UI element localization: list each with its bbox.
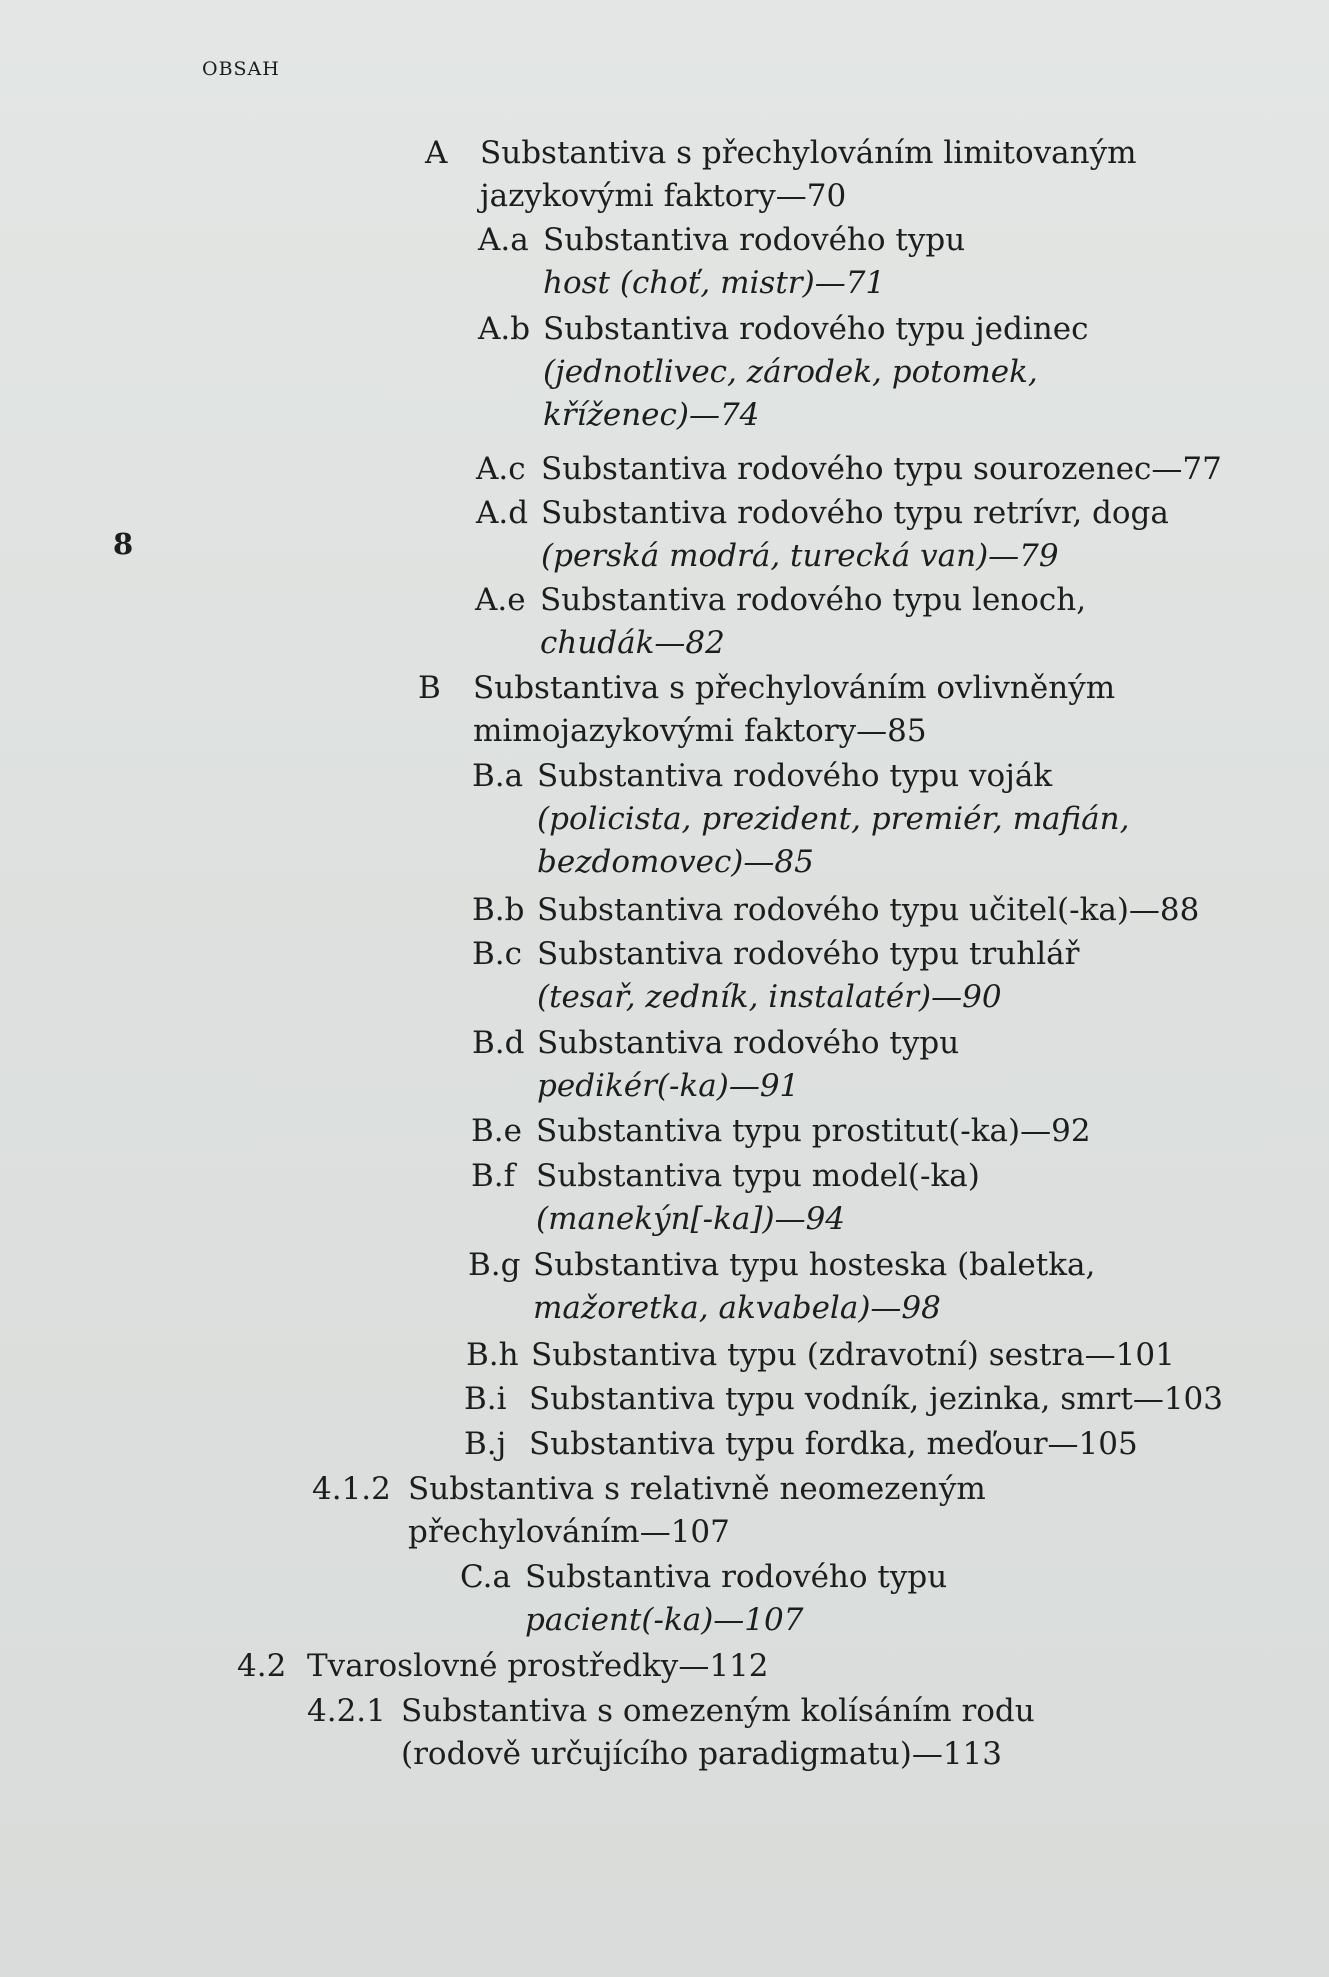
- toc-text: kříženec)—74: [543, 397, 760, 433]
- toc-text: Substantiva rodového typu: [525, 1559, 948, 1595]
- toc-text: host (choť, mistr)—71: [543, 265, 886, 301]
- toc-label: A.e: [475, 582, 526, 618]
- toc-text: Substantiva rodového typu sourozenec—77: [541, 451, 1222, 487]
- toc-text: Substantiva rodového typu učitel(-ka)—88: [537, 892, 1200, 928]
- page-number: 8: [113, 527, 134, 561]
- toc-text: Substantiva rodového typu truhlář: [537, 936, 1080, 972]
- toc-text: (rodově určujícího paradigmatu)—113: [401, 1736, 1002, 1772]
- toc-label: A.c: [476, 451, 526, 487]
- toc-text: (policista, prezident, premiér, mafián,: [537, 801, 1130, 837]
- toc-text: pacient(-ka)—107: [525, 1602, 804, 1638]
- toc-text: (tesař, zedník, instalatér)—90: [537, 979, 1002, 1015]
- toc-text: jazykovými faktory—70: [480, 178, 847, 214]
- toc-label: A.d: [476, 495, 529, 531]
- toc-text: Substantiva typu hosteska (baletka,: [533, 1247, 1096, 1283]
- toc-label: B.d: [472, 1025, 525, 1061]
- toc-text: Substantiva rodového typu jedinec: [543, 311, 1089, 347]
- toc-label: 4.2.1: [307, 1693, 386, 1729]
- toc-text: bezdomovec)—85: [537, 844, 814, 880]
- toc-label: B.a: [472, 758, 524, 794]
- toc-text: Substantiva s omezeným kolísáním rodu: [401, 1693, 1035, 1729]
- toc-label: B.g: [468, 1247, 521, 1283]
- toc-label: B.h: [466, 1337, 519, 1373]
- toc-label: B: [418, 670, 441, 706]
- toc-text: Substantiva typu vodník, jezinka, smrt—103: [529, 1381, 1224, 1417]
- toc-label: 4.1.2: [312, 1471, 391, 1507]
- toc-text: Substantiva typu model(-ka): [536, 1158, 980, 1194]
- running-head: OBSAH: [202, 58, 280, 80]
- toc-text: Substantiva rodového typu lenoch,: [540, 582, 1087, 618]
- toc-text: Tvaroslovné prostředky—112: [307, 1648, 769, 1684]
- toc-text: Substantiva s přechylováním limitovaným: [480, 135, 1137, 171]
- toc-label: B.j: [464, 1426, 507, 1462]
- toc-text: Substantiva typu prostitut(-ka)—92: [536, 1113, 1091, 1149]
- toc-text: Substantiva rodového typu: [537, 1025, 960, 1061]
- toc-text: Substantiva rodového typu voják: [537, 758, 1053, 794]
- toc-text: Substantiva typu fordka, meďour—105: [529, 1426, 1138, 1462]
- toc-text: (perská modrá, turecká van)—79: [541, 538, 1059, 574]
- toc-label: B.f: [471, 1158, 516, 1194]
- toc-text: pedikér(-ka)—91: [537, 1068, 800, 1104]
- toc-label: B.e: [471, 1113, 522, 1149]
- toc-text: Substantiva rodového typu: [543, 222, 966, 258]
- toc-label: A.a: [478, 222, 529, 258]
- toc-text: Substantiva s relativně neomezeným: [408, 1471, 986, 1507]
- toc-label: C.a: [460, 1559, 511, 1595]
- toc-label: B.i: [464, 1381, 507, 1417]
- toc-text: Substantiva typu (zdravotní) sestra—101: [531, 1337, 1175, 1373]
- toc-label: A: [425, 135, 448, 171]
- toc-text: Substantiva rodového typu retrívr, doga: [541, 495, 1169, 531]
- toc-text: chudák—82: [540, 625, 725, 661]
- toc-text: mimojazykovými faktory—85: [473, 713, 927, 749]
- toc-label: A.b: [478, 311, 531, 347]
- toc-text: (jednotlivec, zárodek, potomek,: [543, 354, 1038, 390]
- toc-text: (manekýn[-ka])—94: [536, 1201, 846, 1237]
- toc-label: 4.2: [237, 1648, 287, 1684]
- toc-text: Substantiva s přechylováním ovlivněným: [473, 670, 1116, 706]
- toc-text: mažoretka, akvabela)—98: [533, 1290, 941, 1326]
- toc-label: B.b: [472, 892, 525, 928]
- toc-label: B.c: [472, 936, 522, 972]
- toc-text: přechylováním—107: [408, 1514, 730, 1550]
